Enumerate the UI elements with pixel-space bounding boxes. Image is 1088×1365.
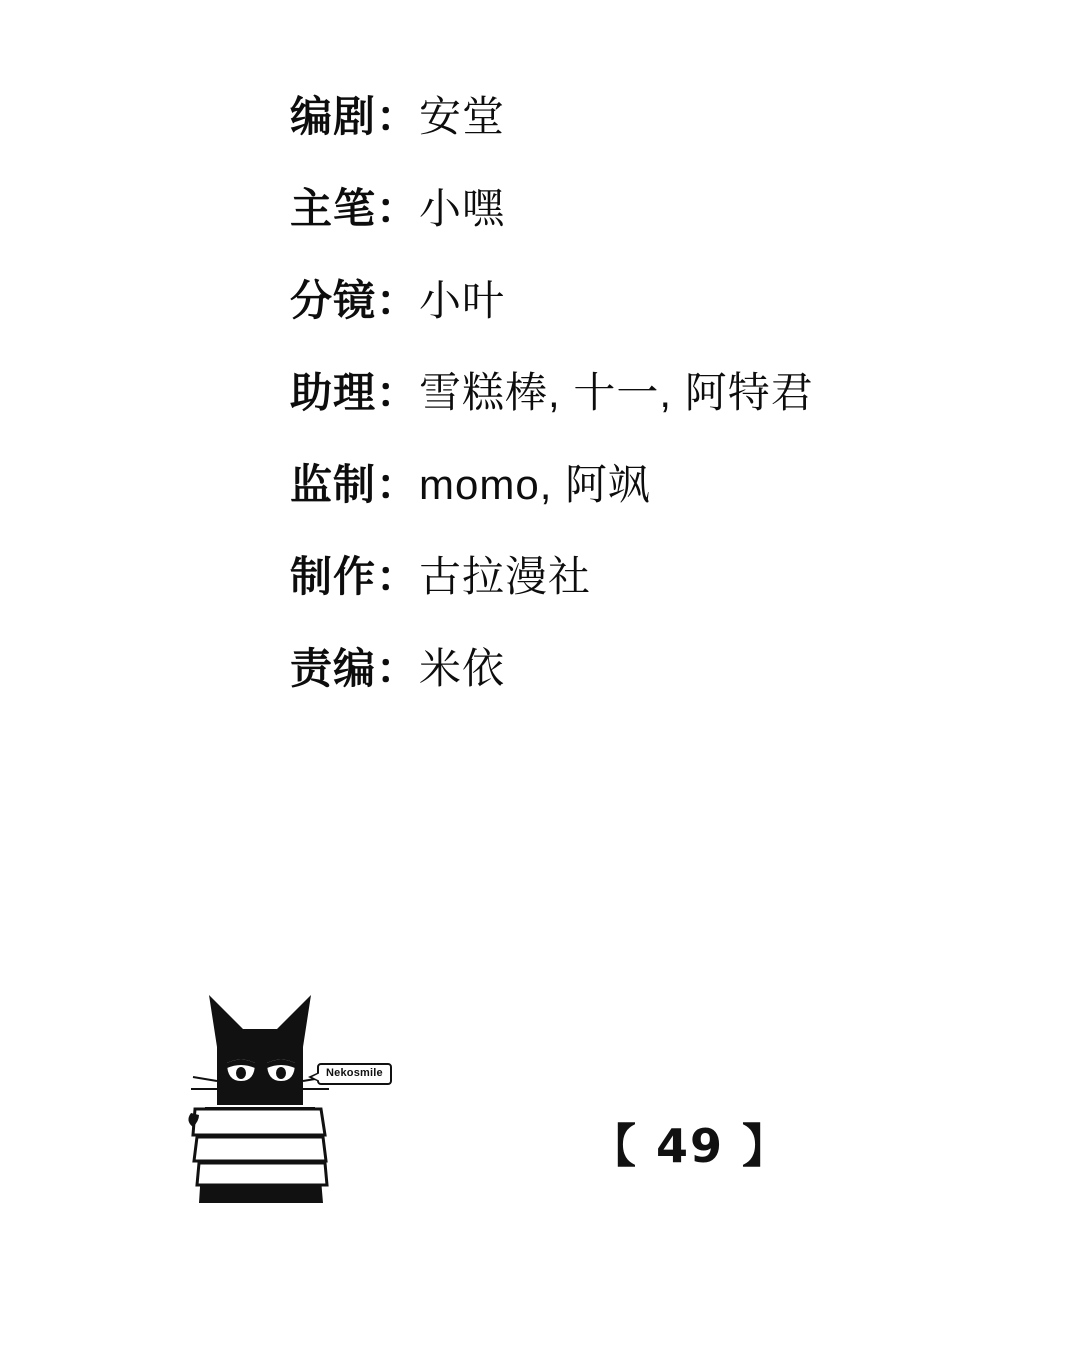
- credit-row-production: [290, 553, 990, 600]
- credit-role-value: 小叶: [419, 277, 506, 324]
- credit-role-value: 古拉漫社: [419, 553, 592, 600]
- credit-role-value: 小嘿: [419, 185, 506, 232]
- credit-role-label: 主笔：: [290, 185, 420, 232]
- mascot-speech-bubble: Nekosmile: [317, 1063, 392, 1085]
- credit-role-label: 编剧：: [290, 93, 420, 140]
- credit-role-label: 助理：: [290, 369, 420, 416]
- credit-role-value: 安堂: [419, 93, 506, 140]
- credit-row-supervisor: [290, 461, 990, 508]
- credit-role-label: 责编：: [290, 645, 420, 692]
- credit-role-label: 制作：: [290, 553, 420, 600]
- credit-row-assistants: [290, 369, 990, 416]
- credit-row-storyboard: [290, 277, 990, 324]
- credit-role-label: 分镜：: [290, 277, 420, 324]
- cat-mascot: [185, 985, 405, 1215]
- credit-role-label: 监制：: [290, 461, 420, 508]
- credits-list: [290, 93, 990, 740]
- credit-role-value: momo, 阿飒: [419, 461, 652, 508]
- credit-role-value: 米依: [419, 645, 506, 692]
- credit-row-editor: [290, 645, 990, 692]
- page-number: 【 49 】: [590, 1119, 791, 1173]
- credit-role-value: 雪糕棒, 十一, 阿特君: [419, 369, 814, 416]
- credit-row-writer: [290, 93, 990, 140]
- credit-row-main-artist: [290, 185, 990, 232]
- cat-mascot-icon: [185, 985, 405, 1215]
